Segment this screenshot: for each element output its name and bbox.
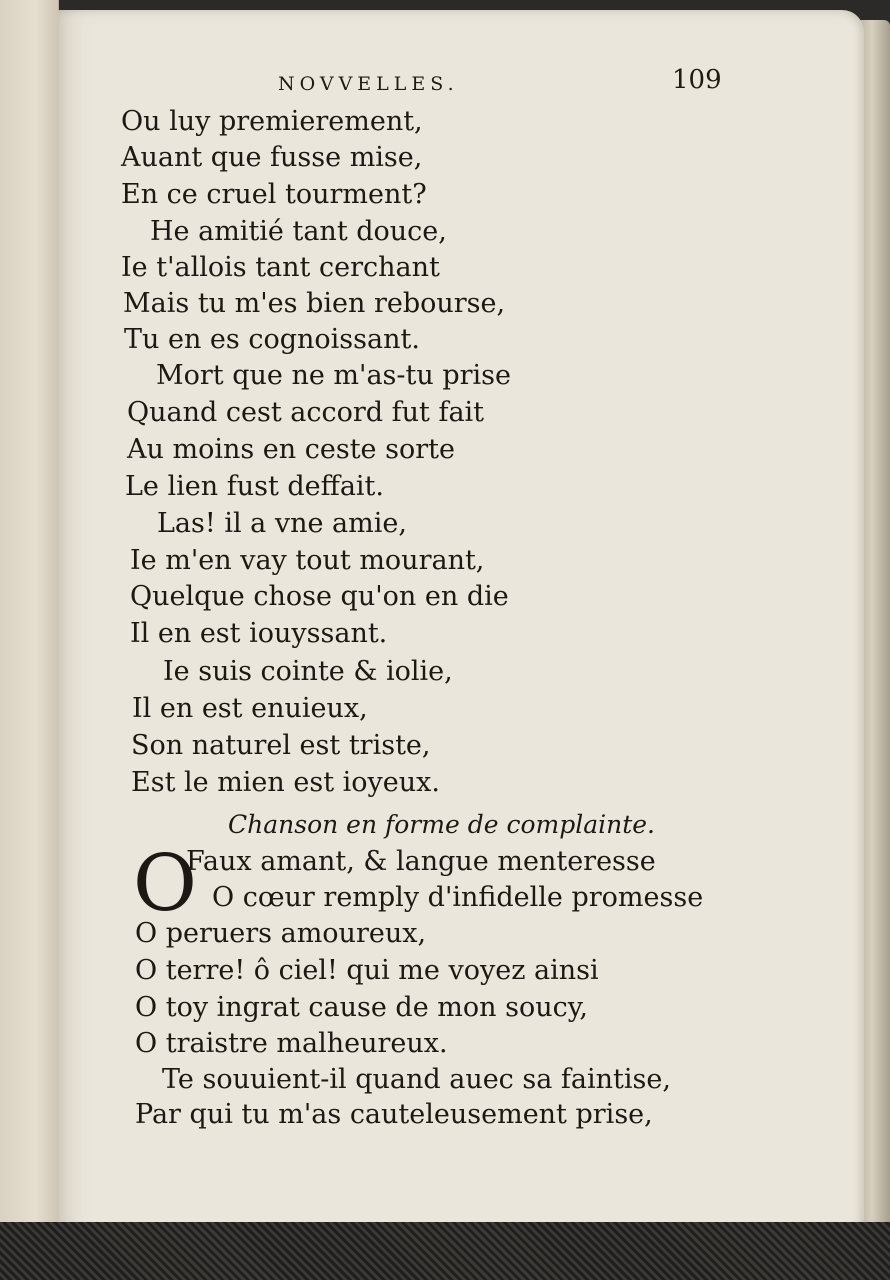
- background-cloth: [0, 1222, 890, 1280]
- poem-line: Las! il a vne amie,: [157, 508, 407, 539]
- poem-line: Est le mien est ioyeux.: [131, 767, 440, 798]
- page-number: 109: [672, 65, 722, 95]
- song-line: Par qui tu m'as cauteleusement prise,: [135, 1099, 653, 1130]
- poem-line: Mort que ne m'as-tu prise: [156, 360, 512, 391]
- facing-page-edge: [0, 0, 59, 1250]
- song-line: Te souuient-il quand auec sa faintise,: [162, 1064, 671, 1095]
- song-line: O toy ingrat cause de mon soucy,: [135, 992, 588, 1023]
- poem-line: Il en est iouyssant.: [130, 618, 388, 649]
- poem-line: Mais tu m'es bien rebourse,: [123, 288, 506, 319]
- poem-line: He amitié tant douce,: [150, 216, 447, 247]
- song-title: Chanson en forme de complainte.: [228, 810, 656, 839]
- song-line: O traistre malheureux.: [135, 1028, 448, 1059]
- poem-line: Ie t'allois tant cerchant: [121, 252, 440, 283]
- poem-line: Le lien fust deffait.: [125, 471, 384, 502]
- poem-line: Quelque chose qu'on en die: [130, 581, 509, 612]
- poem-line: En ce cruel tourment?: [121, 179, 427, 210]
- poem-line: Ou luy premierement,: [121, 106, 423, 137]
- page-edge-strip: [860, 20, 890, 1240]
- poem-line: Tu en es cognoissant.: [124, 324, 420, 355]
- song-line: O peruers amoureux,: [135, 918, 427, 949]
- song-line: O cœur remply d'infidelle promesse: [212, 882, 704, 913]
- drop-cap: O: [133, 839, 197, 929]
- song-line: Faux amant, & langue menteresse: [186, 846, 656, 877]
- poem-line: Ie m'en vay tout mourant,: [130, 545, 485, 576]
- poem-line: Auant que fusse mise,: [121, 142, 423, 173]
- poem-line: Ie suis cointe & iolie,: [163, 656, 453, 687]
- poem-line: Il en est enuieux,: [132, 693, 368, 724]
- poem-line: Quand cest accord fut fait: [127, 397, 485, 428]
- poem-line: Au moins en ceste sorte: [127, 434, 455, 465]
- poem-line: Son naturel est triste,: [131, 730, 431, 761]
- song-line: O terre! ô ciel! qui me voyez ainsi: [135, 955, 599, 986]
- running-title: NOVVELLES.: [278, 73, 459, 95]
